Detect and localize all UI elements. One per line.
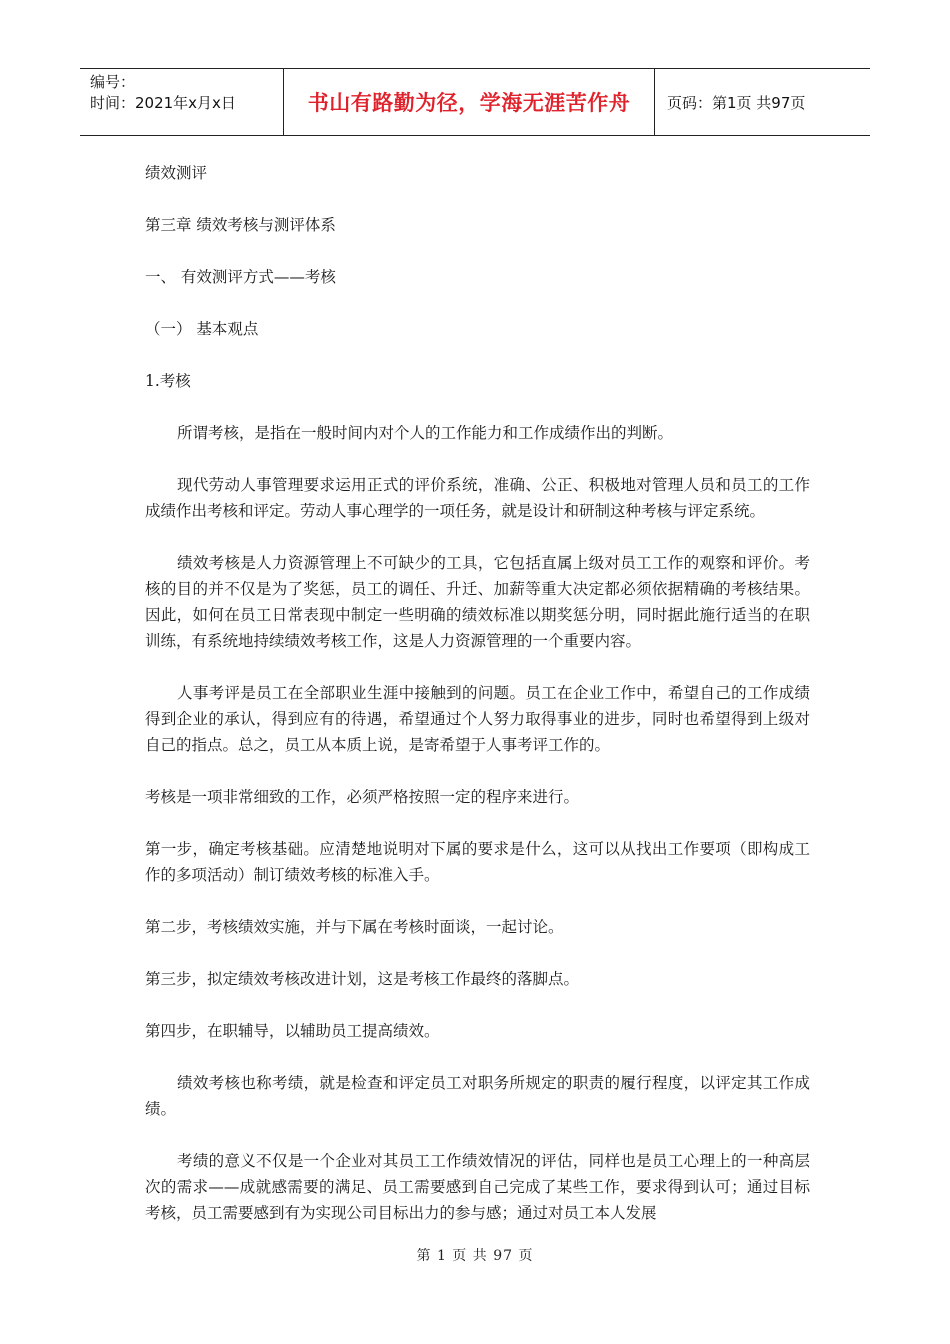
paragraph: 第三步，拟定绩效考核改进计划，这是考核工作最终的落脚点。 [145,970,580,988]
paragraph: 第三章 绩效考核与测评体系 [145,216,336,234]
paragraph: 1.考核 [145,372,191,390]
paragraph: 第四步，在职辅导，以辅助员工提高绩效。 [145,1022,440,1040]
paragraph: 一、 有效测评方式——考核 [145,268,336,286]
document-header [80,68,870,136]
paragraph: 现代劳动人事管理要求运用正式的评价系统，准确、公正、积极地对管理人员和员工的工作成绩作出考核和评定。劳动人事心理学的一项任务，就是设计和研制这种考核与评定系统。 [145,476,810,520]
page-footer: 第 1 页 共 97 页 [416,1248,534,1264]
paragraph: 绩效考核也称考绩，就是检查和评定员工对职务所规定的职责的履行程度，以评定其工作成绩。 [145,1074,810,1118]
paragraph: 第二步，考核绩效实施，并与下属在考核时面谈，一起讨论。 [145,918,564,936]
paragraph: 考绩的意义不仅是一个企业对其员工工作绩效情况的评估，同样也是员工心理上的一种高层次的需求——成就感需要的满足、员工需要感到自己完成了某些工作，要求得到认可；通过目标考核，员工需要感到有为实现公司目标出力的参与感；通过对员工本人发展 [145,1152,810,1222]
paragraph: 所谓考核，是指在一般时间内对个人的工作能力和工作成绩作出的判断。 [177,424,674,442]
paragraph: （一） 基本观点 [145,320,259,338]
paragraph: 第一步，确定考核基础。应清楚地说明对下属的要求是什么，这可以从找出工作要项（即构成工作的多项活动）制订绩效考核的标准入手。 [145,840,810,884]
paragraph: 绩效测评 [145,164,208,182]
number-label: 编号： [90,73,136,91]
header-motto: 书山有路勤为径，学海无涯苦作舟 [283,69,655,135]
time-label: 时间：2021年x月x日 [90,94,236,112]
header-page-info: 页码：第1页 共97页 [667,93,806,112]
document-body [145,160,810,1252]
paragraph: 绩效考核是人力资源管理上不可缺少的工具，它包括直属上级对员工工作的观察和评价。考核的目的并不仅是为了奖惩，员工的调任、升迁、加薪等重大决定都必须依据精确的考核结果。因此，如何在员工日常表现中制定一些明确的绩效标准以期奖惩分明，同时据此施行适当的在职训练，有系统地持续绩效考核工作，这是人力资源管理的一个重要内容。 [145,554,810,650]
paragraph: 考核是一项非常细致的工作，必须严格按照一定的程序来进行。 [145,788,580,806]
header-meta [80,69,283,135]
paragraph: 人事考评是员工在全部职业生涯中接触到的问题。员工在企业工作中，希望自己的工作成绩得到企业的承认，得到应有的待遇，希望通过个人努力取得事业的进步，同时也希望得到上级对自己的指点。总之，员工从本质上说，是寄希望于人事考评工作的。 [145,684,810,754]
